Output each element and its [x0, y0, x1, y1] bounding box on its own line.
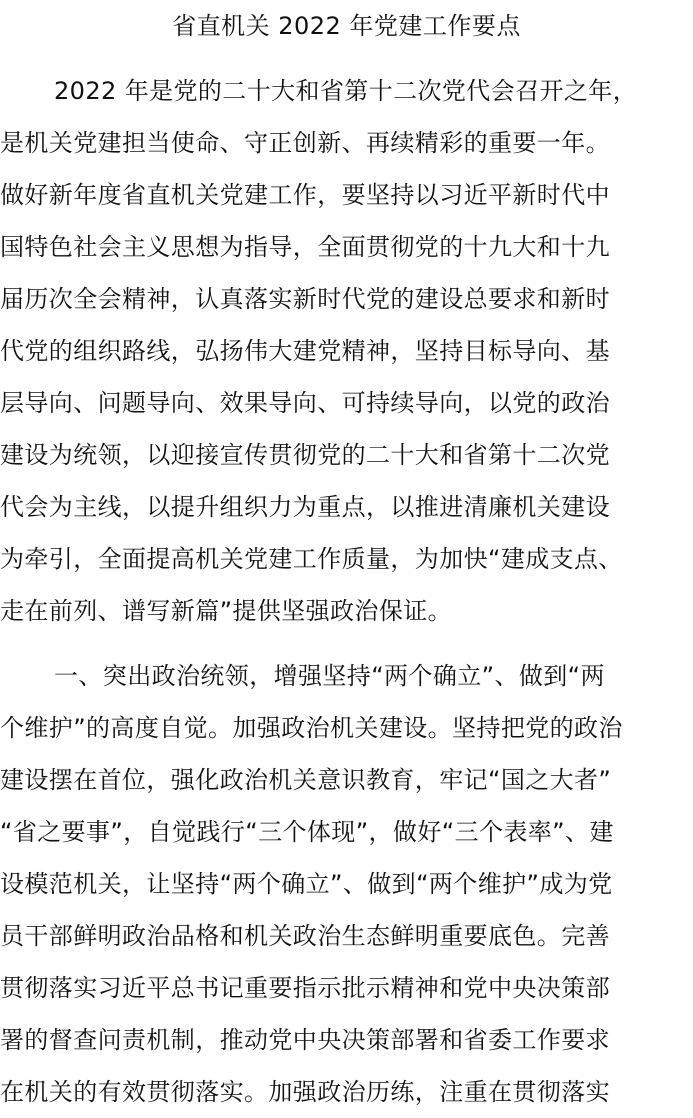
paragraph-intro	[0, 65, 693, 637]
paragraph-line: 一、突出政治统领，增强坚持“两个确立”、做到“两	[54, 662, 605, 690]
paragraph-line: 在机关的有效贯彻落实。加强政治历练，注重在贯彻落实	[0, 1078, 610, 1106]
paragraph-line: 国特色社会主义思想为指导，全面贯彻党的十九大和十九	[0, 233, 610, 261]
paragraph-line: 代党的组织路线，弘扬伟大建党精神，坚持目标导向、基	[0, 337, 610, 365]
paragraph-line: 届历次全会精神，认真落实新时代党的建设总要求和新时	[0, 285, 610, 313]
paragraph-line: 建设为统领，以迎接宣传贯彻党的二十大和省第十二次党	[0, 441, 610, 469]
paragraph-line: 为牵引，全面提高机关党建工作质量，为加快“建成支点、	[0, 545, 623, 573]
paragraph-line: 是机关党建担当使命、守正创新、再续精彩的重要一年。	[0, 129, 610, 157]
paragraph-line: “省之要事”，自觉践行“三个体现”，做好“三个表率”、建	[0, 818, 614, 846]
paragraph-line: 2022 年是党的二十大和省第十二次党代会召开之年，	[54, 77, 638, 105]
paragraph-line: 建设摆在首位，强化政治机关意识教育，牢记“国之大者”	[0, 766, 612, 794]
paragraph-line: 走在前列、谱写新篇”提供坚强政治保证。	[0, 597, 453, 625]
paragraph-line: 员干部鲜明政治品格和机关政治生态鲜明重要底色。完善	[0, 922, 610, 950]
paragraph-line: 个维护”的高度自觉。加强政治机关建设。坚持把党的政治	[0, 714, 623, 742]
document-title: 省直机关 2022 年党建工作要点	[172, 12, 521, 40]
paragraph-section-one	[0, 650, 693, 1118]
paragraph-line: 署的督查问责机制，推动党中央决策部署和省委工作要求	[0, 1026, 610, 1054]
paragraph-line: 代会为主线，以提升组织力为重点，以推进清廉机关建设	[0, 493, 610, 521]
paragraph-line: 做好新年度省直机关党建工作，要坚持以习近平新时代中	[0, 181, 610, 209]
paragraph-line: 设模范机关，让坚持“两个确立”、做到“两个维护”成为党	[0, 870, 613, 898]
paragraph-line: 贯彻落实习近平总书记重要指示批示精神和党中央决策部	[0, 974, 610, 1002]
paragraph-line: 层导向、问题导向、效果导向、可持续导向，以党的政治	[0, 389, 610, 417]
